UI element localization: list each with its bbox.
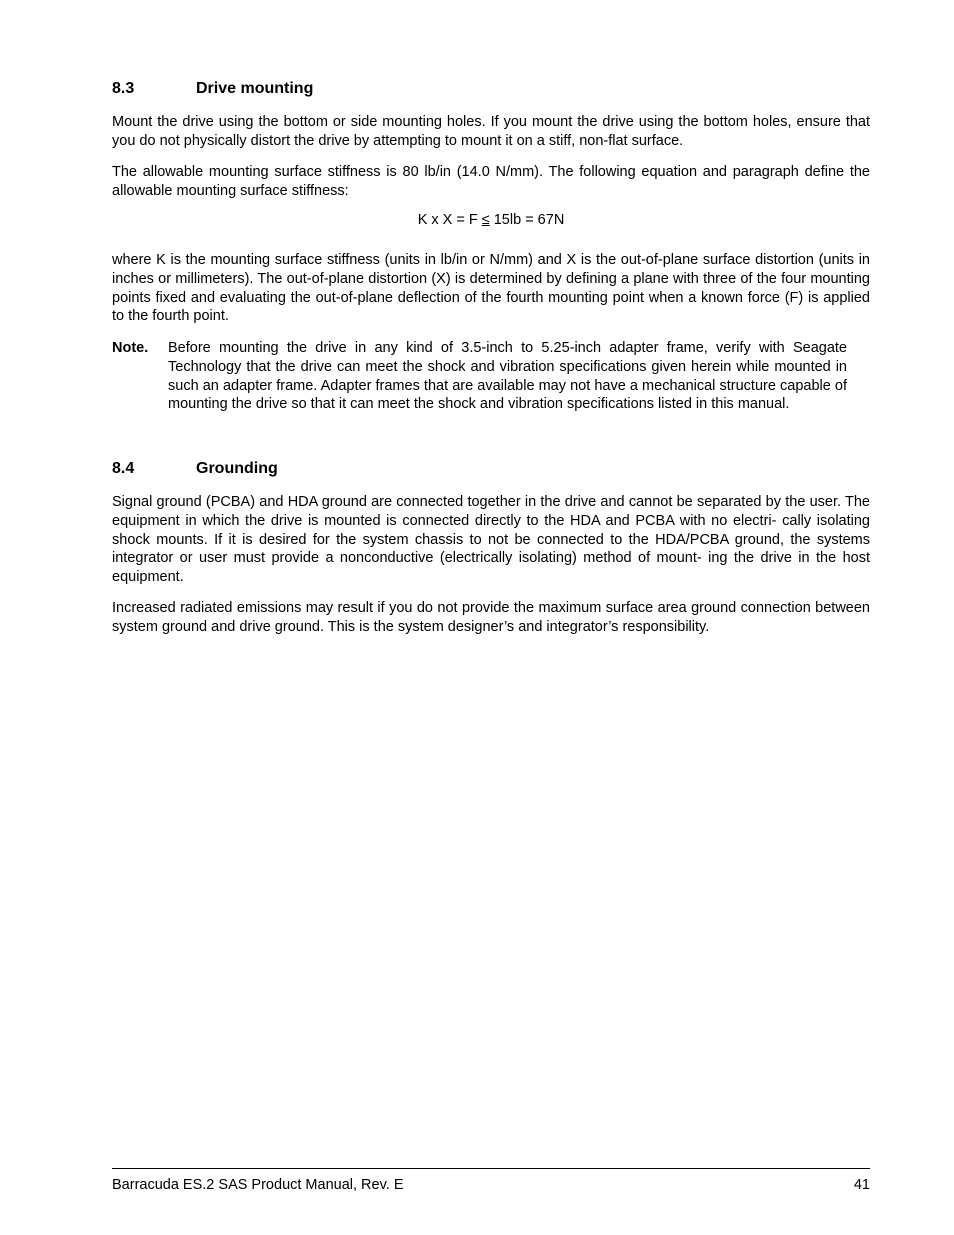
section-heading-drive-mounting [112,79,313,99]
footer-manual-title: Barracuda ES.2 SAS Product Manual, Rev. E [112,1177,404,1193]
equation-right: 15lb = 67N [489,212,565,228]
paragraph-mounting-holes: Mount the drive using the bottom or side mounting holes. If you mount the drive using the bottom holes, ensure that you do not physically distort the drive by attempting to mount it on a stiff, non-flat surface. [112,114,870,149]
footer-divider [112,1168,870,1169]
equation-left: K x X = F [417,212,482,228]
equation-less-equal-symbol: ≤ [481,212,490,228]
stiffness-equation [112,211,870,230]
paragraph-surface-stiffness: The allowable mounting surface stiffness is 80 lb/in (14.0 N/mm). The following equation and paragraph define the allowable mounting surface stiffness: [112,164,870,199]
section-title: Drive mounting [196,80,314,97]
paragraph-equation-definition: where K is the mounting surface stiffness (units in lb/in or N/mm) and X is the out-of-plane surface distortion (units in inches or millimeters). The out-of-plane distortion (X) is determined by defining a plane with three of the four mounting points fixed and evaluating the out-of-plane deflection of the fourth mounting point when a known force (F) is applied to the fourth point. [112,252,870,325]
footer-page-number: 41 [853,1177,870,1193]
paragraph-radiated-emissions: Increased radiated emissions may result if you do not provide the maximum surface area ground connection between system ground and drive ground. This is the system designer’s and integrator’s responsibility. [112,600,870,635]
note-label: Note. [112,340,149,356]
note-text: Before mounting the drive in any kind of 3.5-inch to 5.25-inch adapter frame, verify with Seagate Technology that the drive can meet the shock and vibration specifications given herein while mounted in such an adapter frame. Adapter frames that are available may not have a mechanical structure capable of mounting the drive so that it can meet the shock and vibration specifications listed in this manual. [168,340,847,413]
section-title: Grounding [196,460,278,477]
paragraph-signal-ground: Signal ground (PCBA) and HDA ground are connected together in the drive and cannot be separated by the user. The equipment in which the drive is mounted is connected directly to the HDA and PCBA with no electri- cally isolating shock mounts. If it is desired for the system chassis to not be connected to the HDA/PCBA ground, the systems integrator or user must provide a nonconductive (electrically isolating) method of mount- ing the drive in the host equipment. [112,494,870,586]
section-number: 8.3 [112,80,135,97]
section-number: 8.4 [112,460,135,477]
section-heading-grounding [112,459,278,479]
